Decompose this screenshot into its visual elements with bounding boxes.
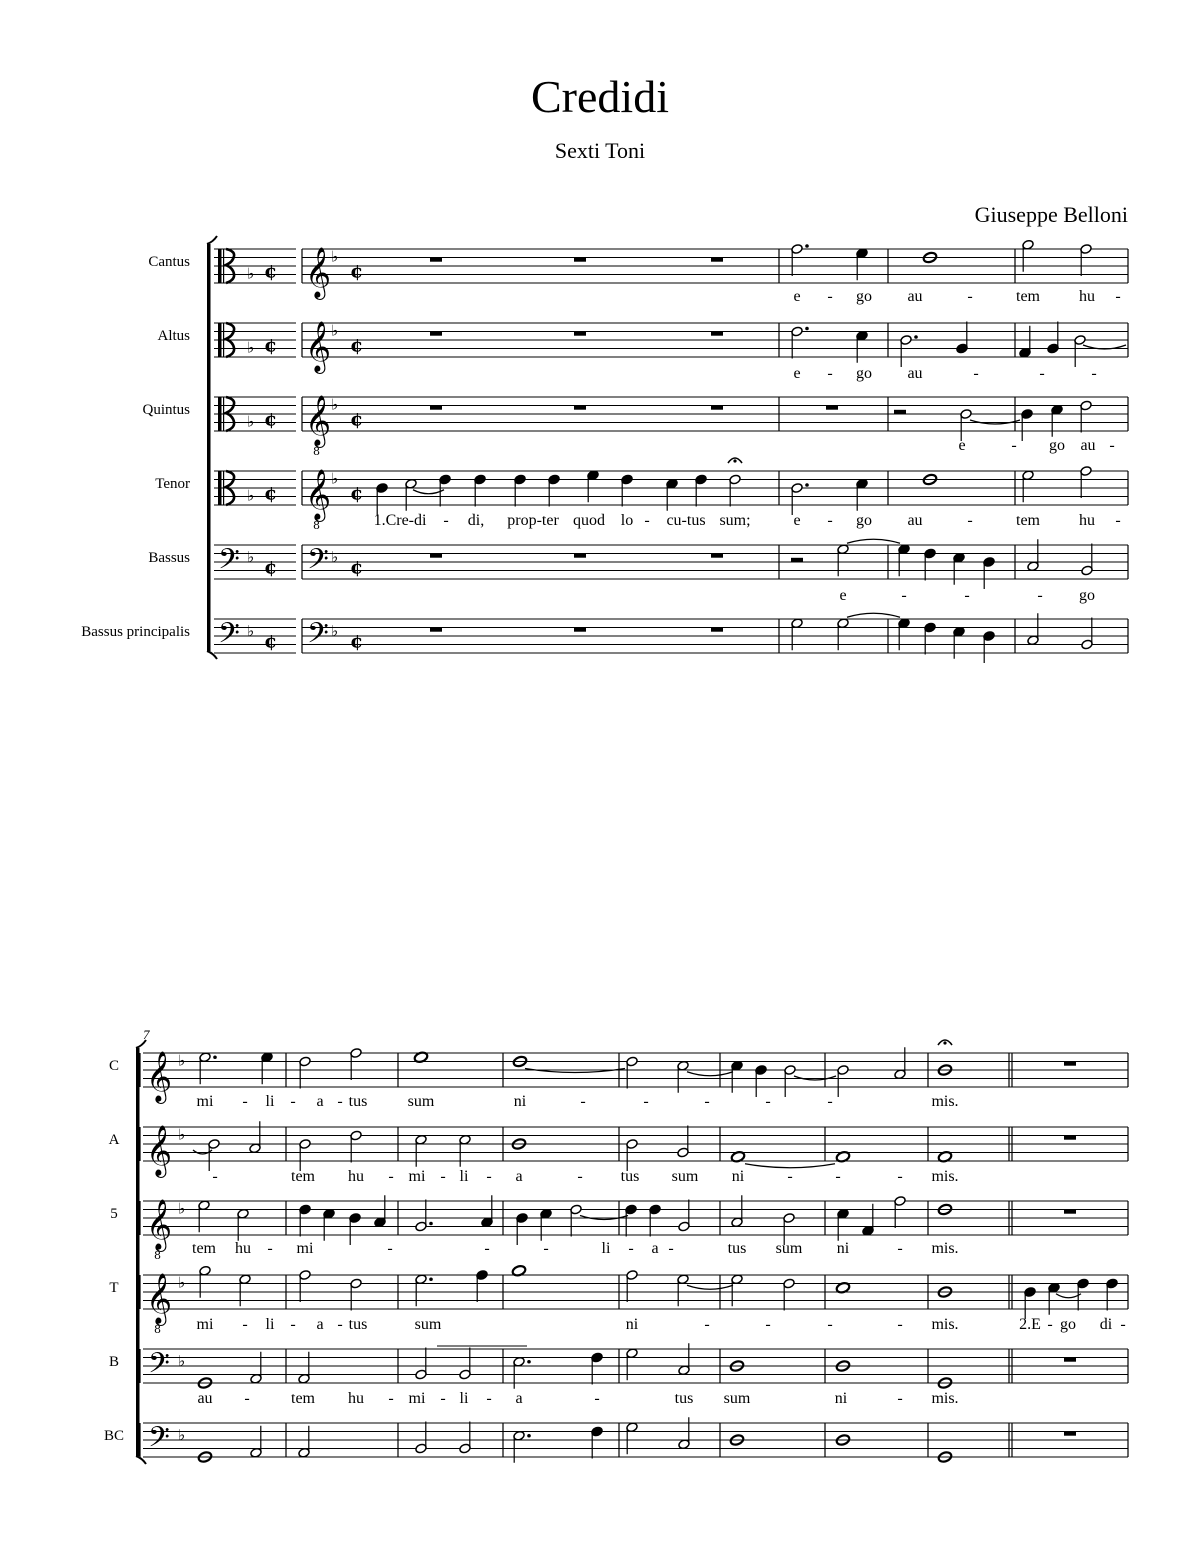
c-clef-icon <box>223 249 224 283</box>
flat-icon: ♭ <box>331 547 339 566</box>
cut-time-icon: ¢ <box>264 556 278 579</box>
flat-icon: ♭ <box>247 621 255 640</box>
cut-time-icon: ¢ <box>350 334 364 357</box>
instrument-abbrev: 5 <box>110 1206 118 1222</box>
flat-icon: ♭ <box>178 1425 186 1444</box>
whole-rest <box>430 258 442 262</box>
dot <box>527 1434 531 1438</box>
bass-clef-icon: 𝄢 <box>218 617 240 657</box>
fermata-icon <box>943 1041 946 1044</box>
whole-rest <box>574 628 586 632</box>
whole-rest <box>1064 1136 1076 1140</box>
whole-rest <box>711 332 723 336</box>
flat-icon: ♭ <box>247 264 255 283</box>
tie <box>687 1285 733 1289</box>
flat-icon: ♭ <box>331 469 339 488</box>
dot <box>914 335 918 339</box>
flat-icon: ♭ <box>178 1273 186 1292</box>
bass-clef-icon: 𝄢 <box>307 543 329 583</box>
cut-time-icon: ¢ <box>264 482 278 505</box>
c-clef-icon <box>223 323 224 357</box>
whole-rest <box>574 332 586 336</box>
dot <box>805 483 809 487</box>
tie <box>413 490 444 494</box>
whole-rest <box>1064 1432 1076 1436</box>
treble-clef-icon: 𝄞 <box>146 1051 173 1102</box>
system-bracket <box>207 236 217 244</box>
treble-clef-icon: 𝄞 <box>146 1273 173 1324</box>
whole-rest <box>711 406 723 410</box>
instrument-name: Altus <box>157 328 190 344</box>
tie <box>745 1164 835 1168</box>
whole-rest <box>430 332 442 336</box>
dot <box>213 1055 217 1059</box>
page-subtitle: Sexti Toni <box>554 138 646 163</box>
whole-rest <box>1064 1062 1076 1066</box>
octave-mark: 8 <box>313 445 320 458</box>
instrument-abbrev: C <box>108 1058 119 1074</box>
whole-rest <box>711 258 723 262</box>
whole-rest <box>430 406 442 410</box>
whole-rest <box>711 628 723 632</box>
bar-number: 7 <box>143 1027 150 1042</box>
instrument-abbrev: B <box>108 1354 119 1370</box>
flat-icon: ♭ <box>178 1351 186 1370</box>
octave-mark: 8 <box>154 1249 161 1262</box>
flat-icon: ♭ <box>247 547 255 566</box>
whole-rest <box>1064 1358 1076 1362</box>
dot <box>429 1277 433 1281</box>
whole-rest <box>1064 1210 1076 1214</box>
fermata-icon <box>733 459 736 462</box>
instrument-name: Quintus <box>142 402 190 418</box>
cut-time-icon: ¢ <box>350 408 364 431</box>
cut-time-icon: ¢ <box>350 556 364 579</box>
cut-time-icon: ¢ <box>350 260 364 283</box>
dot <box>527 1360 531 1364</box>
whole-rest <box>826 406 838 410</box>
whole-rest <box>711 554 723 558</box>
tie <box>1056 1294 1081 1298</box>
system-bracket <box>136 1048 140 1456</box>
cut-time-icon: ¢ <box>350 482 364 505</box>
treble-clef-icon: 𝄞 <box>146 1125 173 1176</box>
dot <box>805 327 809 331</box>
flat-icon: ♭ <box>178 1199 186 1218</box>
system-bracket <box>207 651 217 659</box>
treble-clef-icon: 𝄞 <box>305 321 332 372</box>
instrument-abbrev: T <box>109 1280 119 1296</box>
dot <box>429 1222 433 1226</box>
c-clef-icon <box>223 397 224 431</box>
bass-clef-icon: 𝄢 <box>148 1421 170 1461</box>
whole-rest <box>574 258 586 262</box>
cut-time-icon: ¢ <box>264 260 278 283</box>
flat-icon: ♭ <box>331 621 339 640</box>
tie <box>847 613 900 617</box>
composer-name: Giuseppe Belloni <box>974 202 1128 227</box>
flat-icon: ♭ <box>247 338 255 357</box>
octave-mark: 8 <box>313 519 320 532</box>
flat-icon: ♭ <box>247 486 255 505</box>
instrument-name: Cantus <box>148 254 190 270</box>
treble-clef-icon: 𝄞 <box>305 469 332 520</box>
tie <box>687 1072 733 1076</box>
c-clef-icon <box>218 323 222 357</box>
instrument-name: Tenor <box>155 476 190 492</box>
flat-icon: ♭ <box>178 1125 186 1144</box>
whole-rest <box>430 554 442 558</box>
cut-time-icon: ¢ <box>264 408 278 431</box>
c-clef-icon <box>218 249 222 283</box>
bass-clef-icon: 𝄢 <box>218 543 240 583</box>
whole-rest <box>430 628 442 632</box>
page-title: Credidi <box>531 71 669 122</box>
c-clef-icon <box>218 471 222 505</box>
instrument-name: Bassus <box>148 550 190 566</box>
instrument-abbrev: BC <box>103 1428 124 1444</box>
whole-rest <box>574 554 586 558</box>
tie <box>847 539 900 543</box>
treble-clef-icon: 𝄞 <box>305 247 332 298</box>
bass-clef-icon: 𝄢 <box>148 1347 170 1387</box>
instrument-name: Bassus principalis <box>81 624 190 640</box>
half-rest <box>791 558 803 562</box>
flat-icon: ♭ <box>247 412 255 431</box>
dot <box>805 244 809 248</box>
system-bracket <box>207 244 211 651</box>
c-clef-icon <box>223 471 224 505</box>
system-bracket <box>136 1040 146 1048</box>
treble-clef-icon: 𝄞 <box>305 395 332 446</box>
treble-clef-icon: 𝄞 <box>146 1199 173 1250</box>
cut-time-icon: ¢ <box>264 630 278 653</box>
whole-rest <box>574 406 586 410</box>
cut-time-icon: ¢ <box>264 334 278 357</box>
bass-clef-icon: 𝄢 <box>307 617 329 657</box>
flat-icon: ♭ <box>178 1051 186 1070</box>
cut-time-icon: ¢ <box>350 630 364 653</box>
flat-icon: ♭ <box>331 395 339 414</box>
flat-icon: ♭ <box>331 247 339 266</box>
flat-icon: ♭ <box>331 321 339 340</box>
half-rest <box>894 410 906 414</box>
instrument-abbrev: A <box>108 1132 120 1148</box>
octave-mark: 8 <box>154 1323 161 1336</box>
c-clef-icon <box>218 397 222 431</box>
